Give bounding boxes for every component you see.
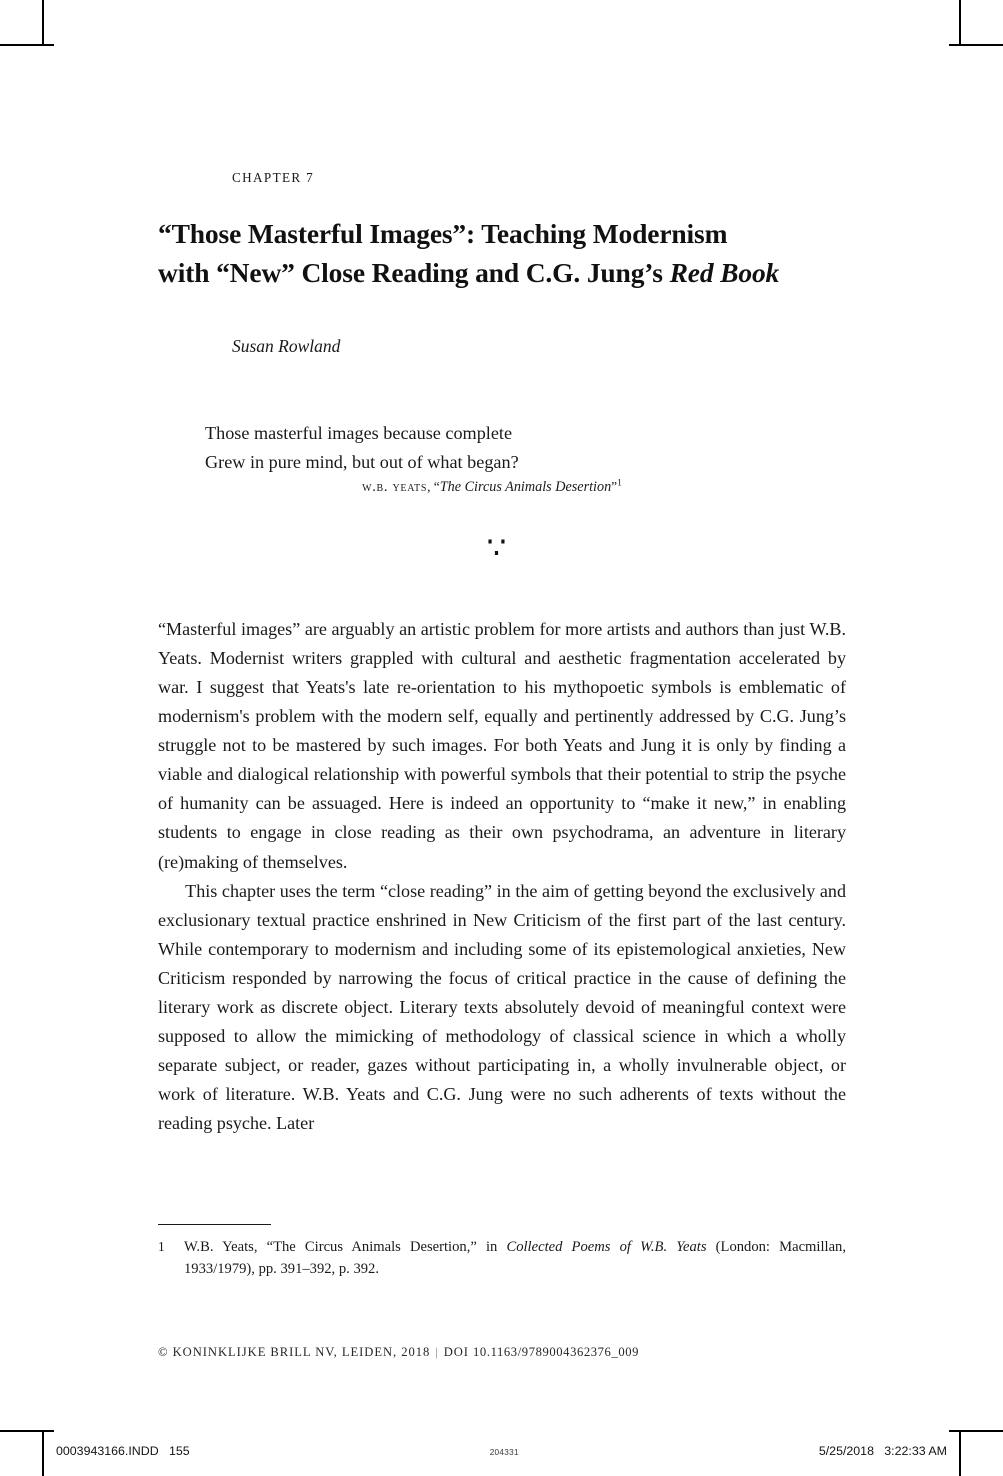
printer-footer-timestamp: 5/25/2018 3:22:33 AM: [818, 1444, 947, 1458]
crop-mark-top-left-horizontal: [0, 44, 54, 46]
crop-mark-top-right-vertical: [959, 0, 961, 46]
epigraph: [205, 419, 835, 496]
printer-footer-file: 0003943166.INDD 155: [56, 1444, 190, 1458]
printer-footer-job-number: 204331: [489, 1448, 519, 1457]
copyright-symbol-icon: ©: [158, 1345, 169, 1359]
footnote-text-before-work: W.B. Yeats, “The Circus Animals Desertion,” in: [184, 1239, 507, 1256]
doi-label: DOI: [443, 1345, 469, 1359]
crop-mark-bottom-left-horizontal: [0, 1430, 54, 1432]
epigraph-attribution: [205, 479, 835, 496]
three-dot-ornament-icon: ∵: [486, 530, 508, 566]
chapter-title-line-2: with “New” Close Reading and C.G. Jung’s: [158, 257, 670, 289]
chapter-title-book-name: Red Book: [669, 257, 780, 289]
footnote-area: [158, 1224, 846, 1280]
copyright-separator: |: [435, 1345, 439, 1359]
paragraph-2: This chapter uses the term “close reading” in the aim of getting beyond the exclusively and exclusionary textual practice enshrined in New Criticism of the first part of the last century. While contemporary to modernism and including some of its epistemological anxieties, New Criticism responded by narrowing the focus of critical practice in the cause of defining the literary work as discrete object. Literary texts absolutely devoid of meaningful context were supposed to allow the mimicking of methodology of classical science in which a wholly separate subject, or reader, gazes without participating in, a wholly invulnerable object, or work of literature. W.B. Yeats and C.G. Jung were no such adherents of texts without the reading psyche. Later: [158, 880, 846, 1133]
crop-mark-bottom-left-vertical: [42, 1430, 44, 1476]
footnote-work-title: Collected Poems of W.B. Yeats: [506, 1239, 707, 1256]
epigraph-line-1: Those masterful images because complete: [205, 423, 513, 444]
epigraph-source-author: w.b. yeats: [362, 479, 428, 496]
copyright-publisher: KONINKLIJKE BRILL NV, LEIDEN, 2018: [172, 1345, 431, 1359]
crop-mark-bottom-right-horizontal: [949, 1430, 1003, 1432]
crop-mark-top-left-vertical: [42, 0, 44, 46]
author-name: Susan Rowland: [232, 336, 341, 357]
printer-footer: [56, 1444, 947, 1458]
epigraph-source-work: The Circus Animals Desertion: [439, 479, 612, 496]
footnote-1: [158, 1237, 846, 1280]
footnote-number: 1: [158, 1239, 165, 1255]
page-title: [158, 214, 846, 292]
crop-mark-bottom-right-vertical: [959, 1430, 961, 1476]
footnote-body: [184, 1237, 846, 1280]
epigraph-source-punct-close: ”: [611, 479, 618, 495]
copyright-line: [158, 1345, 846, 1360]
chapter-title-line-1: “Those Masterful Images”: Teaching Modernism: [158, 218, 728, 249]
paragraph-1: “Masterful images” are arguably an artistic problem for more artists and authors than just W.B. Yeats. Modernist writers grappled with cultural and aesthetic fragmentation accelerated by war. I suggest that Yeats's late re-orientation to his mythopoetic symbols is emblematic of modernism's problem with the modern self, equally and pertinently addressed by C.G. Jung’s struggle not to be mastered by such images. For both Yeats and Jung it is only by finding a viable and dialogical relationship with powerful symbols that their potential to strip the psyche of humanity can be assuaged. Here is indeed an opportunity to “make it new,” in enabling students to engage in close reading as their own psychodrama, an adventure in literary (re)making of themselves.: [158, 619, 846, 872]
epigraph-source-punct-open: , “: [427, 479, 440, 495]
footnote-text-after-work: (London: Macmillan, 1933/1979), pp. 391–392, p. 392.: [184, 1239, 846, 1277]
doi-number[interactable]: 10.1163/9789004362376_009: [473, 1345, 640, 1359]
crop-mark-top-right-horizontal: [949, 44, 1003, 46]
body-text: [158, 615, 846, 1138]
footnote-separator-rule: [158, 1224, 271, 1225]
page-content: [158, 0, 846, 1138]
epigraph-footnote-marker[interactable]: 1: [617, 477, 622, 489]
epigraph-line-2: Grew in pure mind, but out of what began?: [205, 451, 519, 472]
chapter-label: CHAPTER 7: [232, 170, 315, 185]
